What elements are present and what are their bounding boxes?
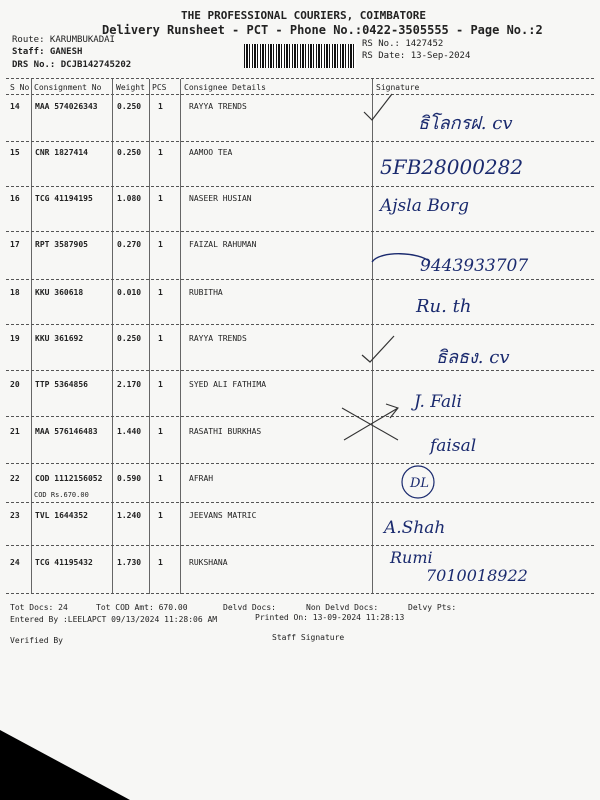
row-consignment: KKU 360618 — [35, 288, 84, 297]
row-weight: 1.440 — [117, 427, 142, 436]
row-consignment: KKU 361692 — [35, 334, 84, 343]
row-consignee: NASEER HUSIAN — [189, 194, 252, 203]
row-weight: 0.270 — [117, 240, 142, 249]
row-pcs: 1 — [158, 380, 163, 389]
col-signature: Signature — [376, 83, 420, 92]
row-pcs: 1 — [158, 558, 163, 567]
total-cod-amount: Tot COD Amt: 670.00 — [96, 603, 188, 612]
row-consignee: RUBITHA — [189, 288, 223, 297]
row-sno: 20 — [10, 380, 20, 389]
row-consignee: RAYYA TRENDS — [189, 334, 247, 343]
row-pcs: 1 — [158, 334, 163, 343]
cross-arrow-mark — [342, 404, 398, 440]
row-signature: A.Shah — [384, 518, 446, 538]
delivered-docs: Delvd Docs: — [223, 603, 276, 612]
row-consignment: TVL 1644352 — [35, 511, 88, 520]
row-consignment: RPT 3587905 — [35, 240, 88, 249]
row-signature: ธิลธง. cv — [436, 347, 510, 368]
row-signature-phone: 7010018922 — [426, 566, 528, 585]
row-weight: 2.170 — [117, 380, 142, 389]
row-consignee: RASATHI BURKHAS — [189, 427, 262, 436]
signature-circle — [402, 466, 434, 498]
staff-signature: Staff Signature — [272, 633, 345, 642]
row-consignee: JEEVANS MATRIC — [189, 511, 257, 520]
row-weight: 0.010 — [117, 288, 142, 297]
row-pcs: 1 — [158, 194, 163, 203]
row-consignee: FAIZAL RAHUMAN — [189, 240, 257, 249]
row-weight: 0.250 — [117, 102, 142, 111]
row-pcs: 1 — [158, 102, 163, 111]
col-weight: Weight — [116, 83, 145, 92]
col-pcs: PCS — [152, 83, 167, 92]
row-consignee: AAMOO TEA — [189, 148, 233, 157]
row-weight: 0.590 — [117, 474, 142, 483]
row-consignment: COD 1112156052 — [35, 474, 103, 483]
row-sno: 24 — [10, 558, 20, 567]
route-label: Route: KARUMBUKADAI — [12, 35, 115, 45]
row-weight: 0.250 — [117, 334, 142, 343]
row-weight: 0.250 — [117, 148, 142, 157]
row-signature: ธิโลกรฝ. cv — [418, 113, 513, 134]
cod-note: COD Rs.670.00 — [34, 491, 89, 499]
row-sno: 16 — [10, 194, 20, 203]
row-sno: 14 — [10, 102, 20, 111]
row-signature: 5FB28000282 — [380, 155, 524, 179]
row-sno: 21 — [10, 427, 20, 436]
row-weight: 1.240 — [117, 511, 142, 520]
row-pcs: 1 — [158, 474, 163, 483]
row-consignment: TCG 41195432 — [35, 558, 93, 567]
check-mark — [364, 94, 392, 120]
row-consignment: MAA 576146483 — [35, 427, 98, 436]
row-weight: 1.080 — [117, 194, 142, 203]
company-title: THE PROFESSIONAL COURIERS, COIMBATORE — [181, 9, 427, 22]
delivery-points: Delvy Pts: — [408, 603, 457, 612]
row-pcs: 1 — [158, 511, 163, 520]
row-consignee: AFRAH — [189, 474, 214, 483]
signature-stroke — [372, 254, 430, 262]
rs-date: RS Date: 13-Sep-2024 — [362, 51, 471, 61]
row-signature: DL — [410, 476, 430, 491]
row-pcs: 1 — [158, 148, 163, 157]
entered-by: Entered By :LEELAPCT 09/13/2024 11:28:06 AM — [10, 615, 218, 624]
row-consignment: MAA 574026343 — [35, 102, 98, 111]
row-signature: Rumi — [390, 548, 433, 567]
staff-label: Staff: GANESH — [12, 47, 83, 57]
row-consignee: RUKSHANA — [189, 558, 228, 567]
col-consignment: Consignment No — [34, 83, 102, 92]
total-docs: Tot Docs: 24 — [10, 603, 68, 612]
col-sno: S No — [10, 83, 30, 92]
row-pcs: 1 — [158, 288, 163, 297]
row-sno: 23 — [10, 511, 20, 520]
row-sno: 18 — [10, 288, 20, 297]
scan-shadow — [0, 730, 130, 800]
row-weight: 1.730 — [117, 558, 142, 567]
row-signature: J. Fali — [414, 392, 462, 412]
non-delivered-docs: Non Delvd Docs: — [306, 603, 379, 612]
row-signature: Ru. th — [416, 296, 472, 317]
row-consignment: TTP 5364856 — [35, 380, 88, 389]
row-consignment: CNR 1827414 — [35, 148, 88, 157]
verified-by: Verified By — [10, 636, 63, 645]
row-signature: 9443933707 — [420, 256, 529, 276]
row-pcs: 1 — [158, 240, 163, 249]
drs-number: DRS No.: DCJB142745202 — [12, 60, 132, 70]
row-sno: 17 — [10, 240, 20, 249]
row-consignment: TCG 41194195 — [35, 194, 93, 203]
col-consignee: Consignee Details — [184, 83, 266, 92]
row-sno: 15 — [10, 148, 20, 157]
rs-number: RS No.: 1427452 — [362, 39, 444, 49]
check-mark — [362, 336, 394, 362]
row-signature: faisal — [430, 436, 477, 456]
row-sno: 19 — [10, 334, 20, 343]
row-sno: 22 — [10, 474, 20, 483]
printed-on: Printed On: 13-09-2024 11:28:13 — [255, 613, 405, 622]
row-consignee: RAYYA TRENDS — [189, 102, 247, 111]
runsheet-subtitle: Delivery Runsheet - PCT - Phone No.:0422-3505555 - Page No.:2 — [102, 23, 543, 37]
row-signature: Ajsla Borg — [380, 196, 469, 216]
row-pcs: 1 — [158, 427, 163, 436]
row-consignee: SYED ALI FATHIMA — [189, 380, 267, 389]
